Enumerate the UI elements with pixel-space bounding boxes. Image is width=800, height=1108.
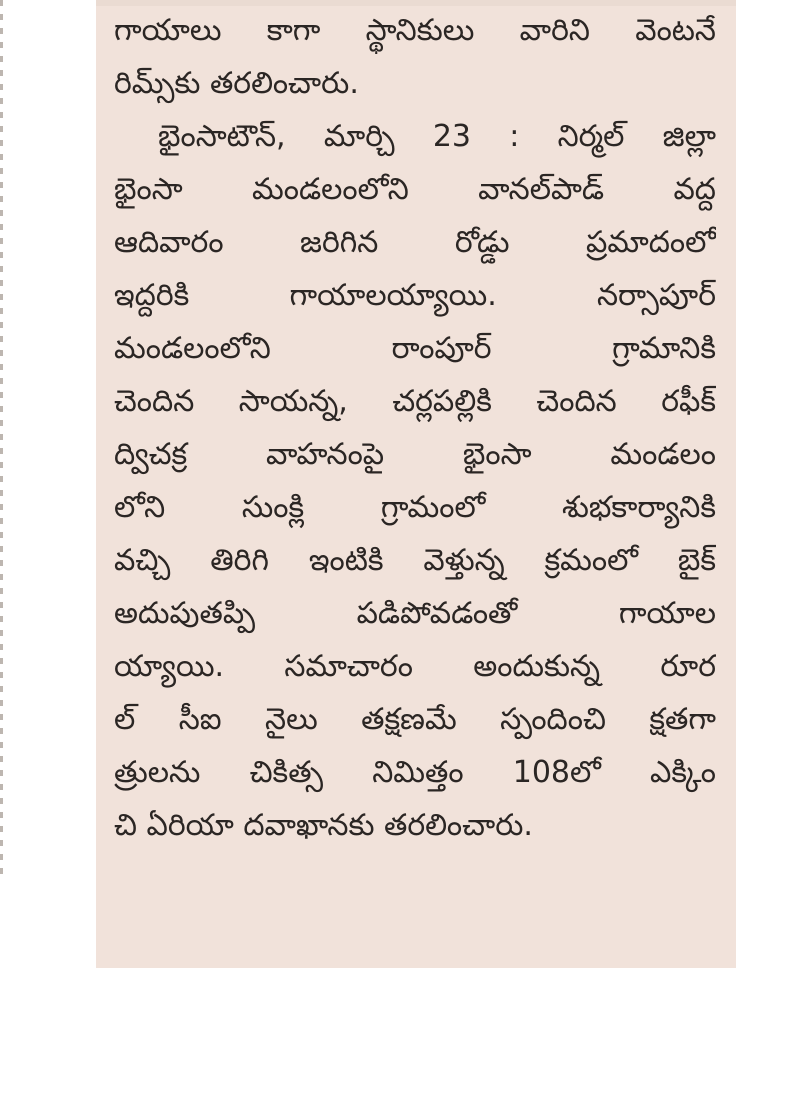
article-line: రిమ్స్‌కు తరలించారు. — [114, 66, 359, 101]
article-line: లోని సుంక్లి గ్రామంలో శుభకార్యానికి — [114, 490, 716, 525]
article-line: త్రులను చికిత్స నిమిత్తం 108లో ఎక్కిం — [114, 755, 716, 790]
article-line: ద్విచక్ర వాహనంపై భైంసా మండలం — [114, 437, 716, 472]
article-line: భైంసా మండలంలోని వానల్‌పాడ్ వద్ద — [114, 172, 716, 207]
article-line: మండలంలోని రాంపూర్ గ్రామానికి — [114, 331, 716, 366]
article-line: చెందిన సాయన్న, చర్లపల్లికి చెందిన రఫీక్ — [114, 384, 716, 419]
article-body — [114, 4, 716, 852]
article-line: య్యాయి. సమాచారం అందుకున్న రూర — [114, 649, 716, 684]
clipping-top-shade — [96, 0, 736, 6]
page-edge-border — [0, 0, 3, 880]
article-line: ఇద్దరికి గాయాలయ్యాయి. నర్సాపూర్ — [114, 278, 716, 313]
article-line: వచ్చి తిరిగి ఇంటికి వెళ్తున్న క్రమంలో బైక్ — [114, 543, 716, 578]
article-dateline: భైంసాటౌన్, మార్చి 23 : నిర్మల్ జిల్లా — [158, 119, 716, 154]
article-line: చి ఏరియా దవాఖానకు తరలించారు. — [114, 808, 533, 843]
newspaper-clipping — [96, 0, 736, 968]
article-line: ఆదివారం జరిగిన రోడ్డు ప్రమాదంలో — [114, 225, 716, 260]
article-line: అదుపుతప్పి పడిపోవడంతో గాయాల — [114, 596, 716, 631]
article-line: గాయాలు కాగా స్థానికులు వారిని వెంటనే — [114, 13, 716, 48]
article-line: ల్ సీఐ నైలు తక్షణమే స్పందించి క్షతగా — [114, 702, 716, 737]
